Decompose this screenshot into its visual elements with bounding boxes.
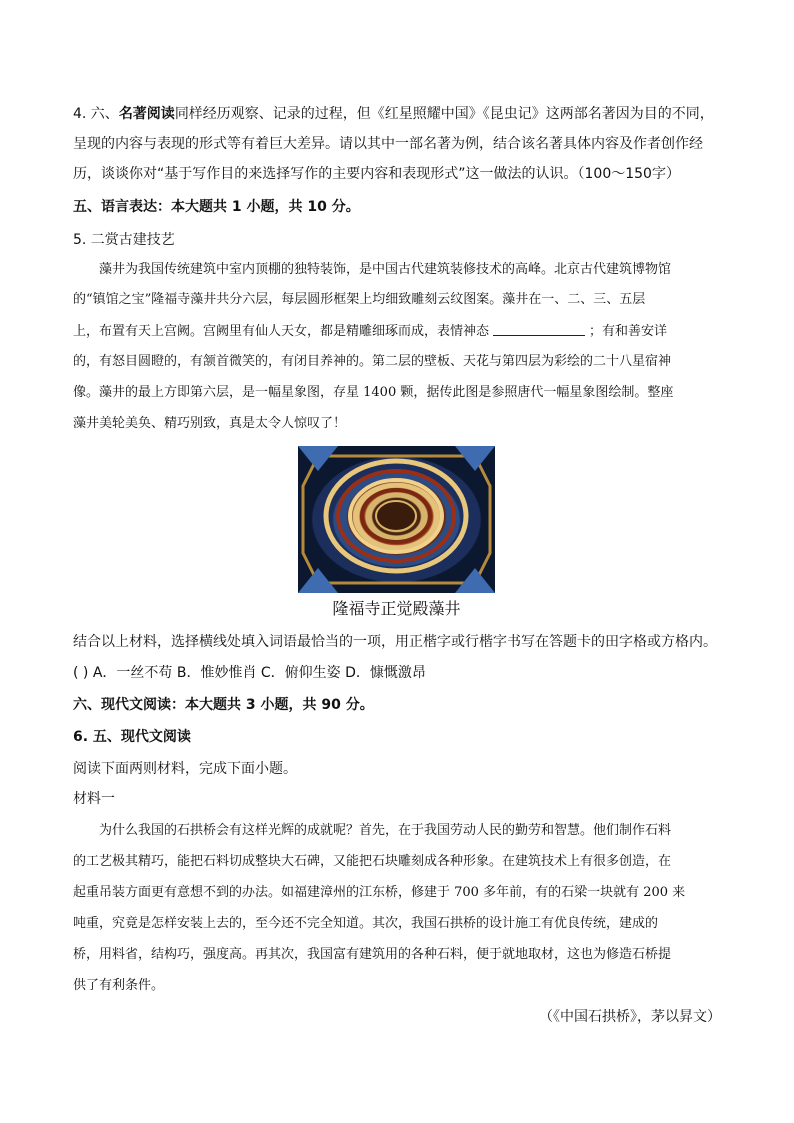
question-6-heading: 6. 五、现代文阅读 (73, 729, 191, 745)
material-line: 为什么我国的石拱桥会有这样光辉的成就呢？首先，在于我国劳动人民的勤劳和智慧。他们制作石料 (99, 823, 672, 838)
passage-line: 藻井为我国传统建筑中室内顶棚的独特装饰，是中国古代建筑装修技术的高峰。北京古代建筑博物馆 (99, 262, 672, 277)
material-line: 桥，用料省，结构巧，强度高。再其次，我国富有建筑用的各种石料，便于就地取材，这也为修造石桥提 (73, 947, 672, 962)
passage-line: 藻井美轮美奂、精巧别致，真是太令人惊叹了！ (73, 416, 347, 431)
question-5-options: ( ) A．一丝不苟 B．惟妙惟肖 C．俯仰生姿 D．慷慨激昂 (73, 665, 426, 681)
passage-text: 上，布置有天上宫阙。宫阙里有仙人天女，都是精雕细琢而成，表情神态 (73, 324, 490, 339)
figure-caption: 隆福寺正觉殿藻井 (332, 599, 461, 618)
caisson-ceiling-photo (298, 446, 495, 593)
passage-line: 像。藻井的最上方即第六层，是一幅星象图，存星 1400 颗，据传此图是参照唐代一幅星象图绘制。整座 (73, 385, 674, 400)
question-4-line-3: 历，谈谈你对“基于写作目的来选择写作的主要内容和表现形式”这一做法的认识。（100～150字） (73, 166, 680, 182)
question-4-line-1 (73, 104, 721, 124)
material-source: （《中国石拱桥》，茅以昇文） (539, 1009, 721, 1025)
question-4-line-2: 呈现的内容与表现的形式等有着巨大差异。请以其中一部名著为例，结合该名著具体内容及作者创作经 (73, 136, 703, 152)
material-line: 吨重，究竟是怎样安装上去的，至今还不完全知道。其次，我国石拱桥的设计施工有优良传统，建成的 (73, 916, 659, 931)
caisson-illustration (298, 446, 495, 593)
section-6-title: 六、现代文阅读：本大题共 3 小题，共 90 分。 (73, 697, 374, 713)
passage-line-with-blank (73, 321, 721, 342)
bold-term: 名著阅读 (118, 106, 175, 122)
question-number: 4. 六、 (73, 106, 119, 122)
material-line: 的工艺极其精巧，能把石料切成整块大石碑，又能把石块雕刻成各种形象。在建筑技术上有很多创造，在 (73, 854, 672, 869)
passage-line: 的，有怒目圆瞪的，有颔首微笑的，有闭目养神的。第二层的壁板、天花与第四层为彩绘的二十八星宿神 (73, 354, 672, 369)
question-6-intro: 阅读下面两则材料，完成下面小题。 (73, 761, 297, 777)
material-label: 材料一 (73, 791, 115, 807)
question-text: 同样经历观察、记录的过程，但《红星照耀中国》《昆虫记》这两部名著因为目的不同， (174, 106, 714, 122)
passage-line: 的“镇馆之宝”隆福寺藻井共分六层，每层圆形框架上均细致雕刻云纹图案。藻井在一、二、三、五层 (73, 292, 646, 307)
question-5-instruction: 结合以上材料，选择横线处填入词语最恰当的一项，用正楷字或行楷字书写在答题卡的田字格或方格内。 (73, 634, 717, 650)
question-5-heading: 5. 二赏古建技艺 (73, 232, 175, 248)
passage-text: ；有和善安详 (589, 324, 668, 339)
material-line: 供了有利条件。 (73, 978, 165, 993)
material-line: 起重吊装方面更有意想不到的办法。如福建漳州的江东桥，修建于 700 多年前，有的石梁一块就有 200 来 (73, 885, 686, 900)
section-5-title: 五、语言表达：本大题共 1 小题，共 10 分。 (73, 199, 360, 215)
answer-blank[interactable] (493, 321, 585, 336)
